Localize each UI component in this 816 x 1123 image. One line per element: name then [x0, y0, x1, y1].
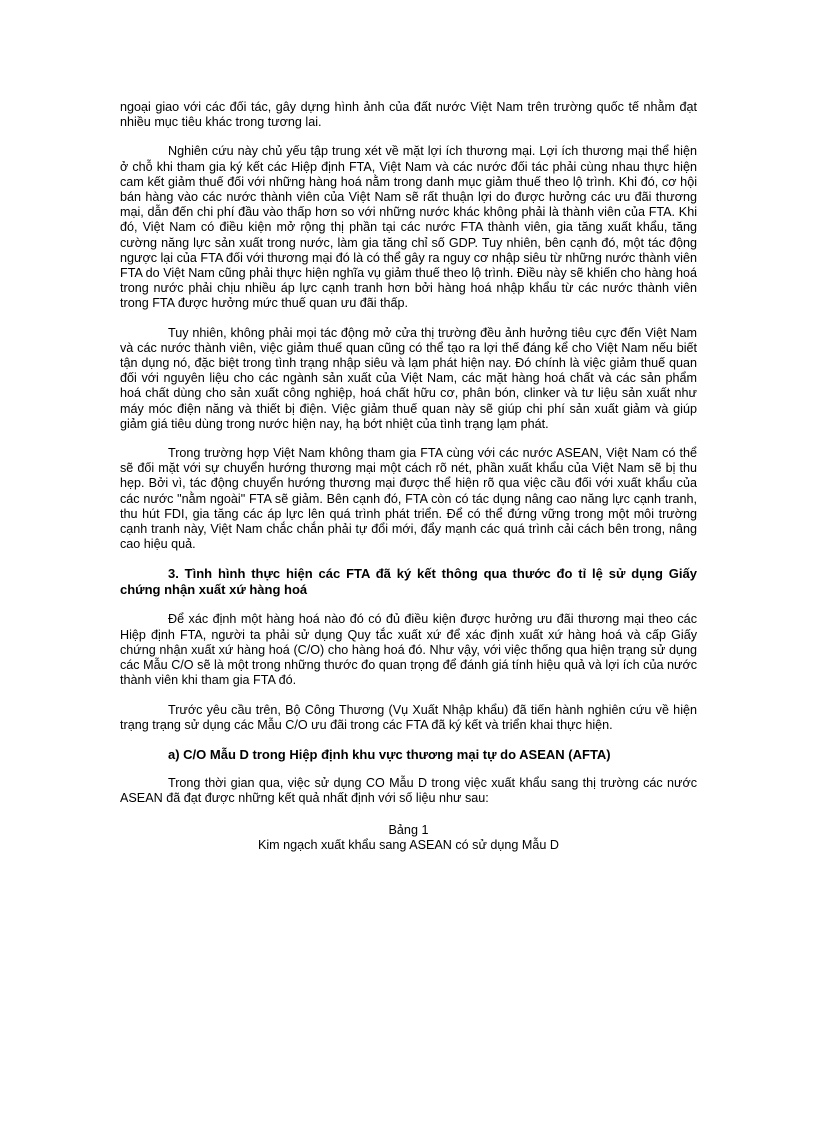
paragraph-form-d-usage: Trong thời gian qua, việc sử dụng CO Mẫu D trong việc xuất khẩu sang thị trường các nước ASEAN đã đạt được những kết quả nhất định với số liệu như sau:	[120, 776, 697, 806]
paragraph-continued: ngoại giao với các đối tác, gây dựng hình ảnh của đất nước Việt Nam trên trường quốc tế nhằm đạt nhiều mục tiêu khác trong tương lai.	[120, 100, 697, 130]
paragraph-ministry-study: Trước yêu cầu trên, Bộ Công Thương (Vụ Xuất Nhập khẩu) đã tiến hành nghiên cứu về hiện trạng trạng sử dụng các Mẫu C/O ưu đãi trong các FTA đã ký kết và triển khai thực hiện.	[120, 702, 697, 732]
document-page	[120, 100, 697, 853]
paragraph-trade-benefits: Nghiên cứu này chủ yếu tập trung xét về mặt lợi ích thương mại. Lợi ích thương mại thể hiện ở chỗ khi tham gia ký kết các Hiệp định FTA, Việt Nam và các nước đối tác phải cùng nhau thực hiện cam kết giảm thuế đối với những hàng hoá nằm trong danh mục giảm thuế theo lộ trình. Khi đó, cơ hội bán hàng vào các nước thành viên của Việt Nam sẽ rất thuận lợi do được hưởng các ưu đãi thương mại, dẫn đến chi phí đầu vào thấp hơn so với những nước khác không phải là thành viên của FTA. Khi đó, Việt Nam có điều kiện mở rộng thị phần tại các nước FTA thành viên, gia tăng xuất khẩu, tăng cường năng lực sản xuất trong nước, làm gia tăng chỉ số GDP. Tuy nhiên, bên cạnh đó, một tác động ngược lại của FTA đối với thương mại đó là có thể gây ra nguy cơ nhập siêu từ những nước thành viên FTA do Việt Nam cũng phải thực hiện nghĩa vụ giảm thuế theo lộ trình. Điều này sẽ khiến cho hàng hoá trong nước phải chịu nhiều áp lực cạnh tranh hơn bởi hàng hoá nhập khẩu từ các nước thành viên trong FTA được hưởng mức thuế quan ưu đãi thấp.	[120, 144, 697, 311]
paragraph-rules-of-origin: Để xác định một hàng hoá nào đó có đủ điều kiện được hưởng ưu đãi thương mại theo các Hiệp định FTA, người ta phải sử dụng Quy tắc xuất xứ để xác định xuất xứ hàng hoá và cấp Giấy chứng nhận xuất xứ hàng hoá (C/O) cho hàng hoá đó. Như vậy, với việc thống qua hiện trạng sử dụng các Mẫu C/O sẽ là một trong những thước đo quan trọng để đánh giá tính hiệu quả và lợi ích của nước thành viên khi tham gia FTA đó.	[120, 612, 697, 688]
table-title: Kim ngạch xuất khẩu sang ASEAN có sử dụng Mẫu D	[257, 837, 560, 852]
table-number: Bảng 1	[388, 822, 429, 837]
section-heading-3: 3. Tình hình thực hiện các FTA đã ký kết thông qua thước đo tỉ lệ sử dụng Giấy chứng nhận xuất xứ hàng hoá	[120, 566, 697, 598]
paragraph-trade-diversion: Trong trường hợp Việt Nam không tham gia FTA cùng với các nước ASEAN, Việt Nam có thể sẽ đối mặt với sự chuyển hướng thương mại một cách rõ nét, phần xuất khẩu của Việt Nam sẽ bị thu hẹp. Bởi vì, tác động chuyển hướng thương mại được thể hiện rõ qua việc cầu đối với xuất khẩu của các nước "nằm ngoài" FTA sẽ giảm. Bên cạnh đó, FTA còn có tác dụng nâng cao năng lực cạnh tranh, thu hút FDI, gia tăng các áp lực lên quá trình phát triển. Để có thể đứng vững trong một môi trường cạnh tranh này, Việt Nam chắc chắn phải tự đổi mới, đẩy mạnh các quá trình cải cách bên trong, nâng cao hiệu quả.	[120, 446, 697, 552]
paragraph-tariff-advantages: Tuy nhiên, không phải mọi tác động mở cửa thị trường đều ảnh hưởng tiêu cực đến Việt Nam và các nước thành viên, việc giảm thuế quan cũng có thể tạo ra lợi thế đáng kể cho Việt Nam nếu biết tận dụng nó, đặc biệt trong tình trạng nhập siêu và lạm phát hiện nay. Đó chính là việc giảm thuế quan đối với nguyên liệu cho các ngành sản xuất của Việt Nam, các mặt hàng hoá chất và các sản phẩm hoá chất dùng cho sản xuất công nghiệp, hoá chất hữu cơ, phân bón, clinker và tư liệu sản xuất như máy móc điện năng và thiết bị điện. Việc giảm thuế quan này sẽ giúp chi phí sản xuất giảm và giúp giảm giá tiêu dùng trong nước hiện nay, hạ bớt nhiệt của tình trạng lạm phát.	[120, 325, 697, 431]
subheading-form-d: a) C/O Mẫu D trong Hiệp định khu vực thương mại tự do ASEAN (AFTA)	[168, 746, 611, 762]
